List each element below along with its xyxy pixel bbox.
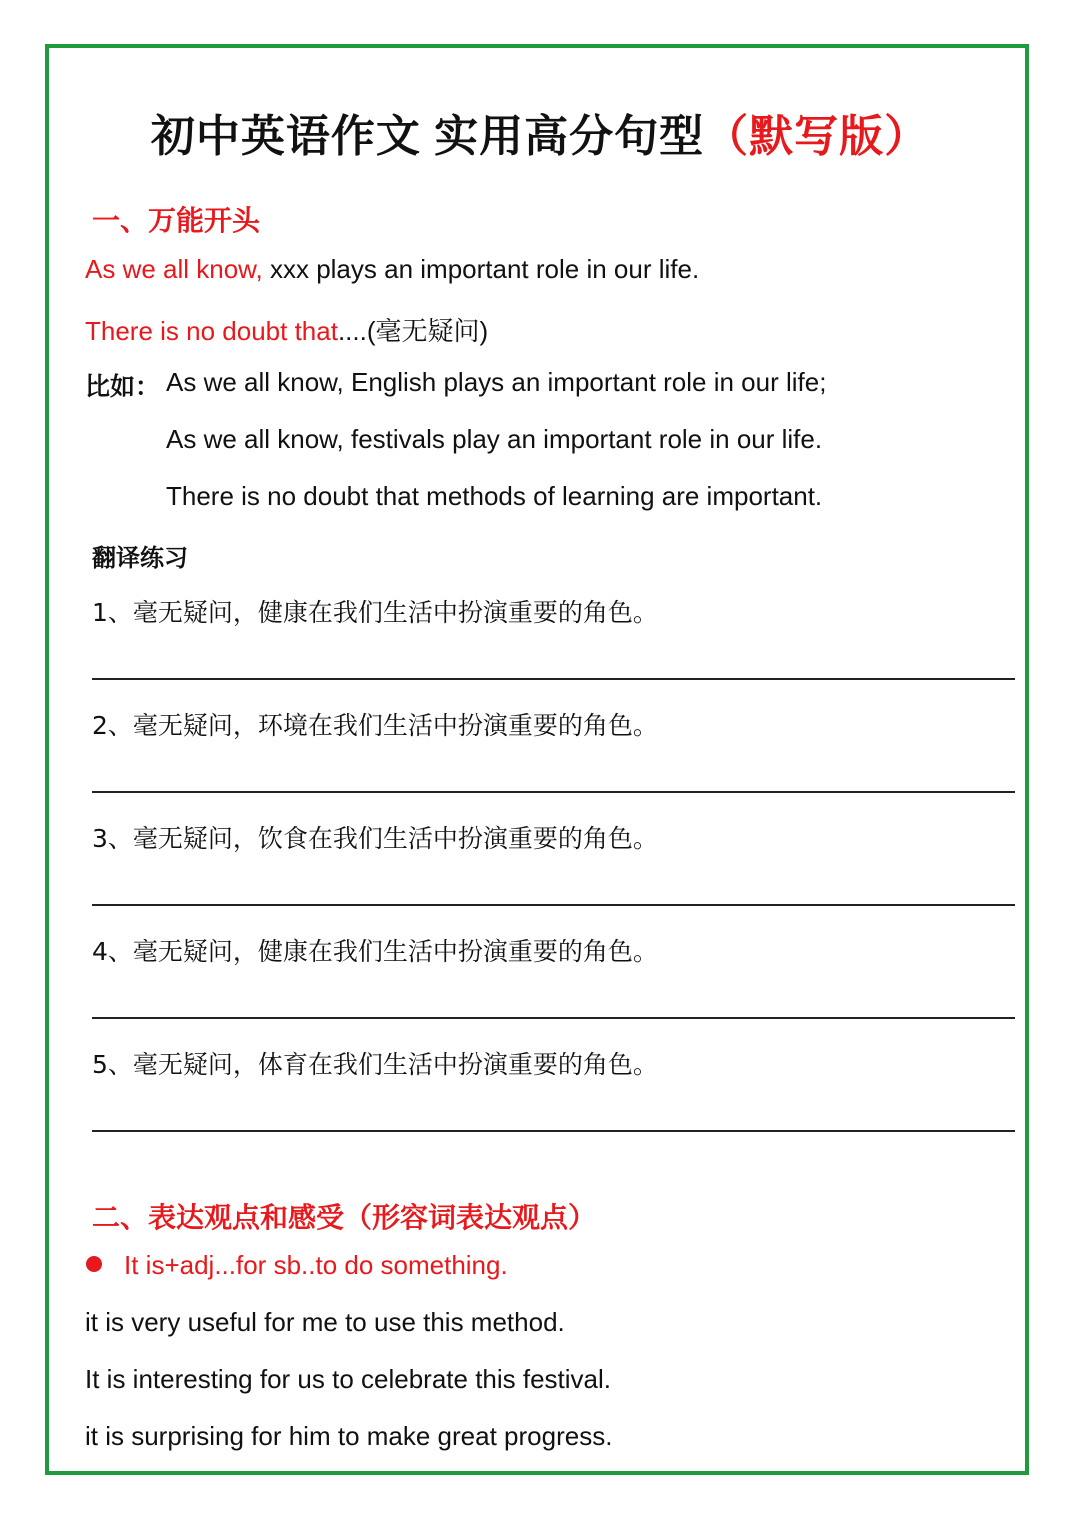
practice-question-4: 4、毫无疑问，健康在我们生活中扮演重要的角色。	[92, 937, 658, 966]
opening-line-1-rest: xxx plays an important role in our life.	[262, 254, 700, 284]
answer-line-5[interactable]	[92, 1130, 1015, 1132]
section2-heading: 二、表达观点和感受（形容词表达观点）	[92, 1201, 597, 1234]
opening-line-2-phrase: There is no doubt that	[85, 316, 338, 346]
practice-question-1: 1、毫无疑问，健康在我们生活中扮演重要的角色。	[92, 598, 658, 627]
opinion-example-3: it is surprising for him to make great progress.	[85, 1421, 613, 1451]
practice-question-3: 3、毫无疑问，饮食在我们生活中扮演重要的角色。	[92, 824, 658, 853]
answer-line-2[interactable]	[92, 791, 1015, 793]
pattern-line	[86, 1250, 508, 1281]
opening-line-2	[85, 311, 488, 348]
opening-line-1	[85, 254, 699, 285]
practice-question-2: 2、毫无疑问，环境在我们生活中扮演重要的角色。	[92, 711, 658, 740]
title-main: 初中英语作文 实用高分句型	[150, 112, 705, 161]
opening-line-1-phrase: As we all know,	[85, 254, 263, 284]
answer-line-3[interactable]	[92, 904, 1015, 906]
practice-title: 翻译练习	[92, 544, 188, 572]
title-suffix: （默写版）	[704, 112, 930, 161]
opinion-example-1: it is very useful for me to use this method.	[85, 1307, 565, 1337]
answer-line-4[interactable]	[92, 1017, 1015, 1019]
example-sentence-3: There is no doubt that methods of learning are important.	[166, 481, 823, 511]
section1-heading: 一、万能开头	[92, 204, 261, 237]
opening-line-2-rest: ....(毫无疑问)	[337, 316, 489, 346]
example-sentence-2: As we all know, festivals play an important role in our life.	[166, 424, 823, 454]
bullet-icon	[86, 1256, 102, 1272]
practice-question-5: 5、毫无疑问，体育在我们生活中扮演重要的角色。	[92, 1050, 658, 1079]
pattern-text: It is+adj...for sb..to do something.	[124, 1250, 508, 1280]
opinion-example-2: It is interesting for us to celebrate this festival.	[85, 1364, 612, 1394]
example-sentence-1: As we all know, English plays an important role in our life;	[166, 367, 827, 397]
example-label: 比如：	[85, 372, 161, 401]
answer-line-1[interactable]	[92, 678, 1015, 680]
page-title	[0, 100, 1080, 164]
